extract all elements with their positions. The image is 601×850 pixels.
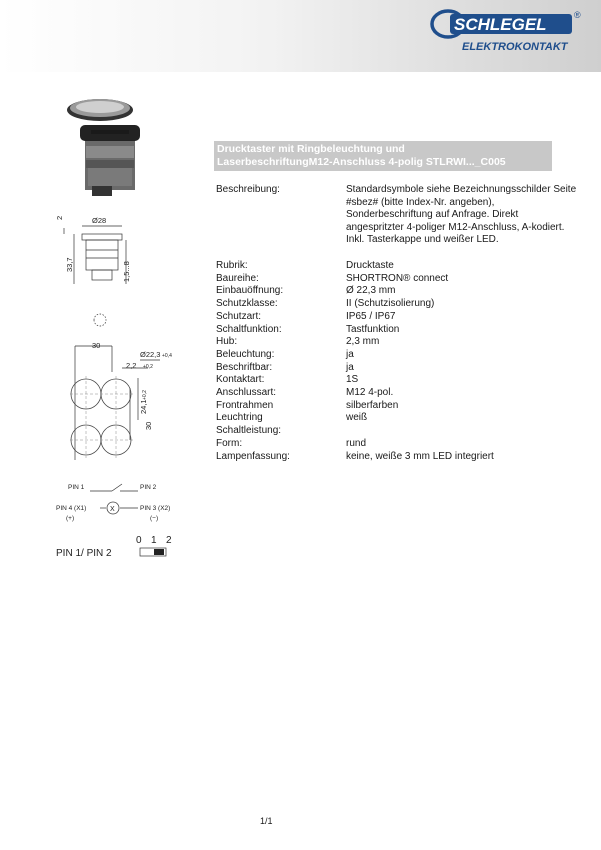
- dim-w22-tol: +0,2: [143, 364, 153, 370]
- spec-value: rund: [346, 437, 367, 449]
- switch-contact-bar: [154, 549, 164, 555]
- dim-h15: 1,5...8: [122, 261, 131, 282]
- cutout-circle: [101, 379, 131, 409]
- description-text: [346, 184, 576, 247]
- dim-w30: 30: [92, 341, 101, 350]
- dim-d223-tol: +0,4: [162, 353, 172, 359]
- dim-v24-tol: +0,2: [142, 390, 148, 400]
- spec-value: Tastfunktion: [346, 323, 400, 335]
- spec-value: 2,3 mm: [346, 336, 380, 348]
- product-title-bar: [214, 141, 552, 171]
- page-number: 1/1: [260, 816, 273, 826]
- brand-subtitle: ELEKTROKONTAKT: [462, 41, 568, 53]
- spec-label: Beleuchtung:: [216, 348, 275, 360]
- dim-d28: Ø28: [92, 216, 107, 225]
- spec-value: M12 4-pol.: [346, 387, 394, 398]
- schlegel-logo: [428, 6, 598, 56]
- switch-position-2: 2: [166, 535, 172, 546]
- lamp-label: X: [110, 506, 115, 513]
- spec-label: Kontaktart:: [216, 374, 265, 386]
- spec-label: Beschriftbar:: [216, 361, 273, 373]
- spec-value: silberfarben: [346, 399, 399, 411]
- dim-w22: 2,2: [126, 361, 137, 370]
- cutout-circle: [71, 379, 101, 409]
- spec-value: 1S: [346, 374, 359, 386]
- spec-label: Baureihe:: [216, 272, 259, 284]
- description-line: Sonderbeschriftung auf Anfrage. Direkt: [346, 209, 519, 221]
- pushbutton-photo: [67, 99, 140, 196]
- spec-value: weiß: [346, 412, 368, 424]
- spec-value: ja: [346, 361, 354, 373]
- description-line: Standardsymbole siehe Bezeichnungsschilder Seite: [346, 184, 577, 195]
- wiring-pin1: PIN 1: [68, 484, 85, 491]
- registered-mark: ®: [574, 10, 581, 20]
- spec-value: Drucktaste: [346, 260, 394, 271]
- lamp-symbol: [107, 502, 119, 514]
- spec-value: SHORTRON® connect: [346, 272, 449, 284]
- spec-label: Form:: [216, 437, 243, 449]
- cutout-circle: [101, 425, 131, 455]
- bezel-shape: [82, 234, 122, 240]
- dim-v24: 24,1: [139, 399, 148, 414]
- spec-value: IP65 / IP67: [346, 310, 396, 322]
- spec-value: ja: [346, 348, 354, 360]
- switch-position-0: 0: [136, 535, 142, 546]
- description-line: angespritzter 4-poliger M12-Anschluss, A-kodiert.: [346, 221, 565, 233]
- brand-name: SCHLEGEL: [454, 15, 547, 34]
- description-line: #sbez# (bitte Index-Nr. angeben),: [346, 196, 495, 208]
- spec-label: Lampenfassung:: [216, 450, 290, 462]
- spec-label: Einbauöffnung:: [216, 285, 284, 297]
- wiring-pin4: PIN 4 (X1): [56, 505, 87, 512]
- dim-h2: 2: [55, 215, 64, 220]
- cutout-circle: [71, 425, 101, 455]
- dim-d223: Ø22,3: [140, 350, 161, 359]
- spec-label: Schaltleistung:: [216, 425, 282, 437]
- description-label: Beschreibung:: [216, 184, 280, 195]
- spec-label: Schaltfunktion:: [216, 323, 282, 335]
- product-title-line2: LaserbeschriftungM12-Anschluss 4-polig STLRWI..._C005: [217, 156, 506, 168]
- dim-v30: 30: [144, 421, 153, 430]
- spec-label: Anschlussart:: [216, 387, 277, 398]
- description-line: Inkl. Tasterkappe und weißer LED.: [346, 234, 499, 246]
- spec-label: Schutzart:: [216, 310, 262, 322]
- spec-label: Schutzklasse:: [216, 298, 278, 310]
- switch-position-1: 1: [151, 535, 157, 546]
- switch-row-label: PIN 1/ PIN 2: [56, 548, 112, 559]
- product-title-line1: Drucktaster mit Ringbeleuchtung und: [217, 143, 405, 155]
- body-shape: [86, 240, 118, 270]
- wiring-pin2: PIN 2: [140, 484, 157, 491]
- spec-value: Ø 22,3 mm: [346, 285, 396, 297]
- spec-label: Hub:: [216, 336, 238, 348]
- spec-value: II (Schutzisolierung): [346, 298, 435, 310]
- spec-label: Frontrahmen: [216, 399, 274, 411]
- spec-value: keine, weiße 3 mm LED integriert: [346, 450, 494, 462]
- spec-label: Leuchtring: [216, 412, 263, 424]
- spec-label: Rubrik:: [216, 260, 248, 271]
- wiring-minus: (−): [150, 515, 159, 522]
- wiring-pin3: PIN 3 (X2): [140, 505, 171, 512]
- dim-h33: 33,7: [65, 257, 74, 272]
- wiring-plus: (+): [66, 515, 75, 522]
